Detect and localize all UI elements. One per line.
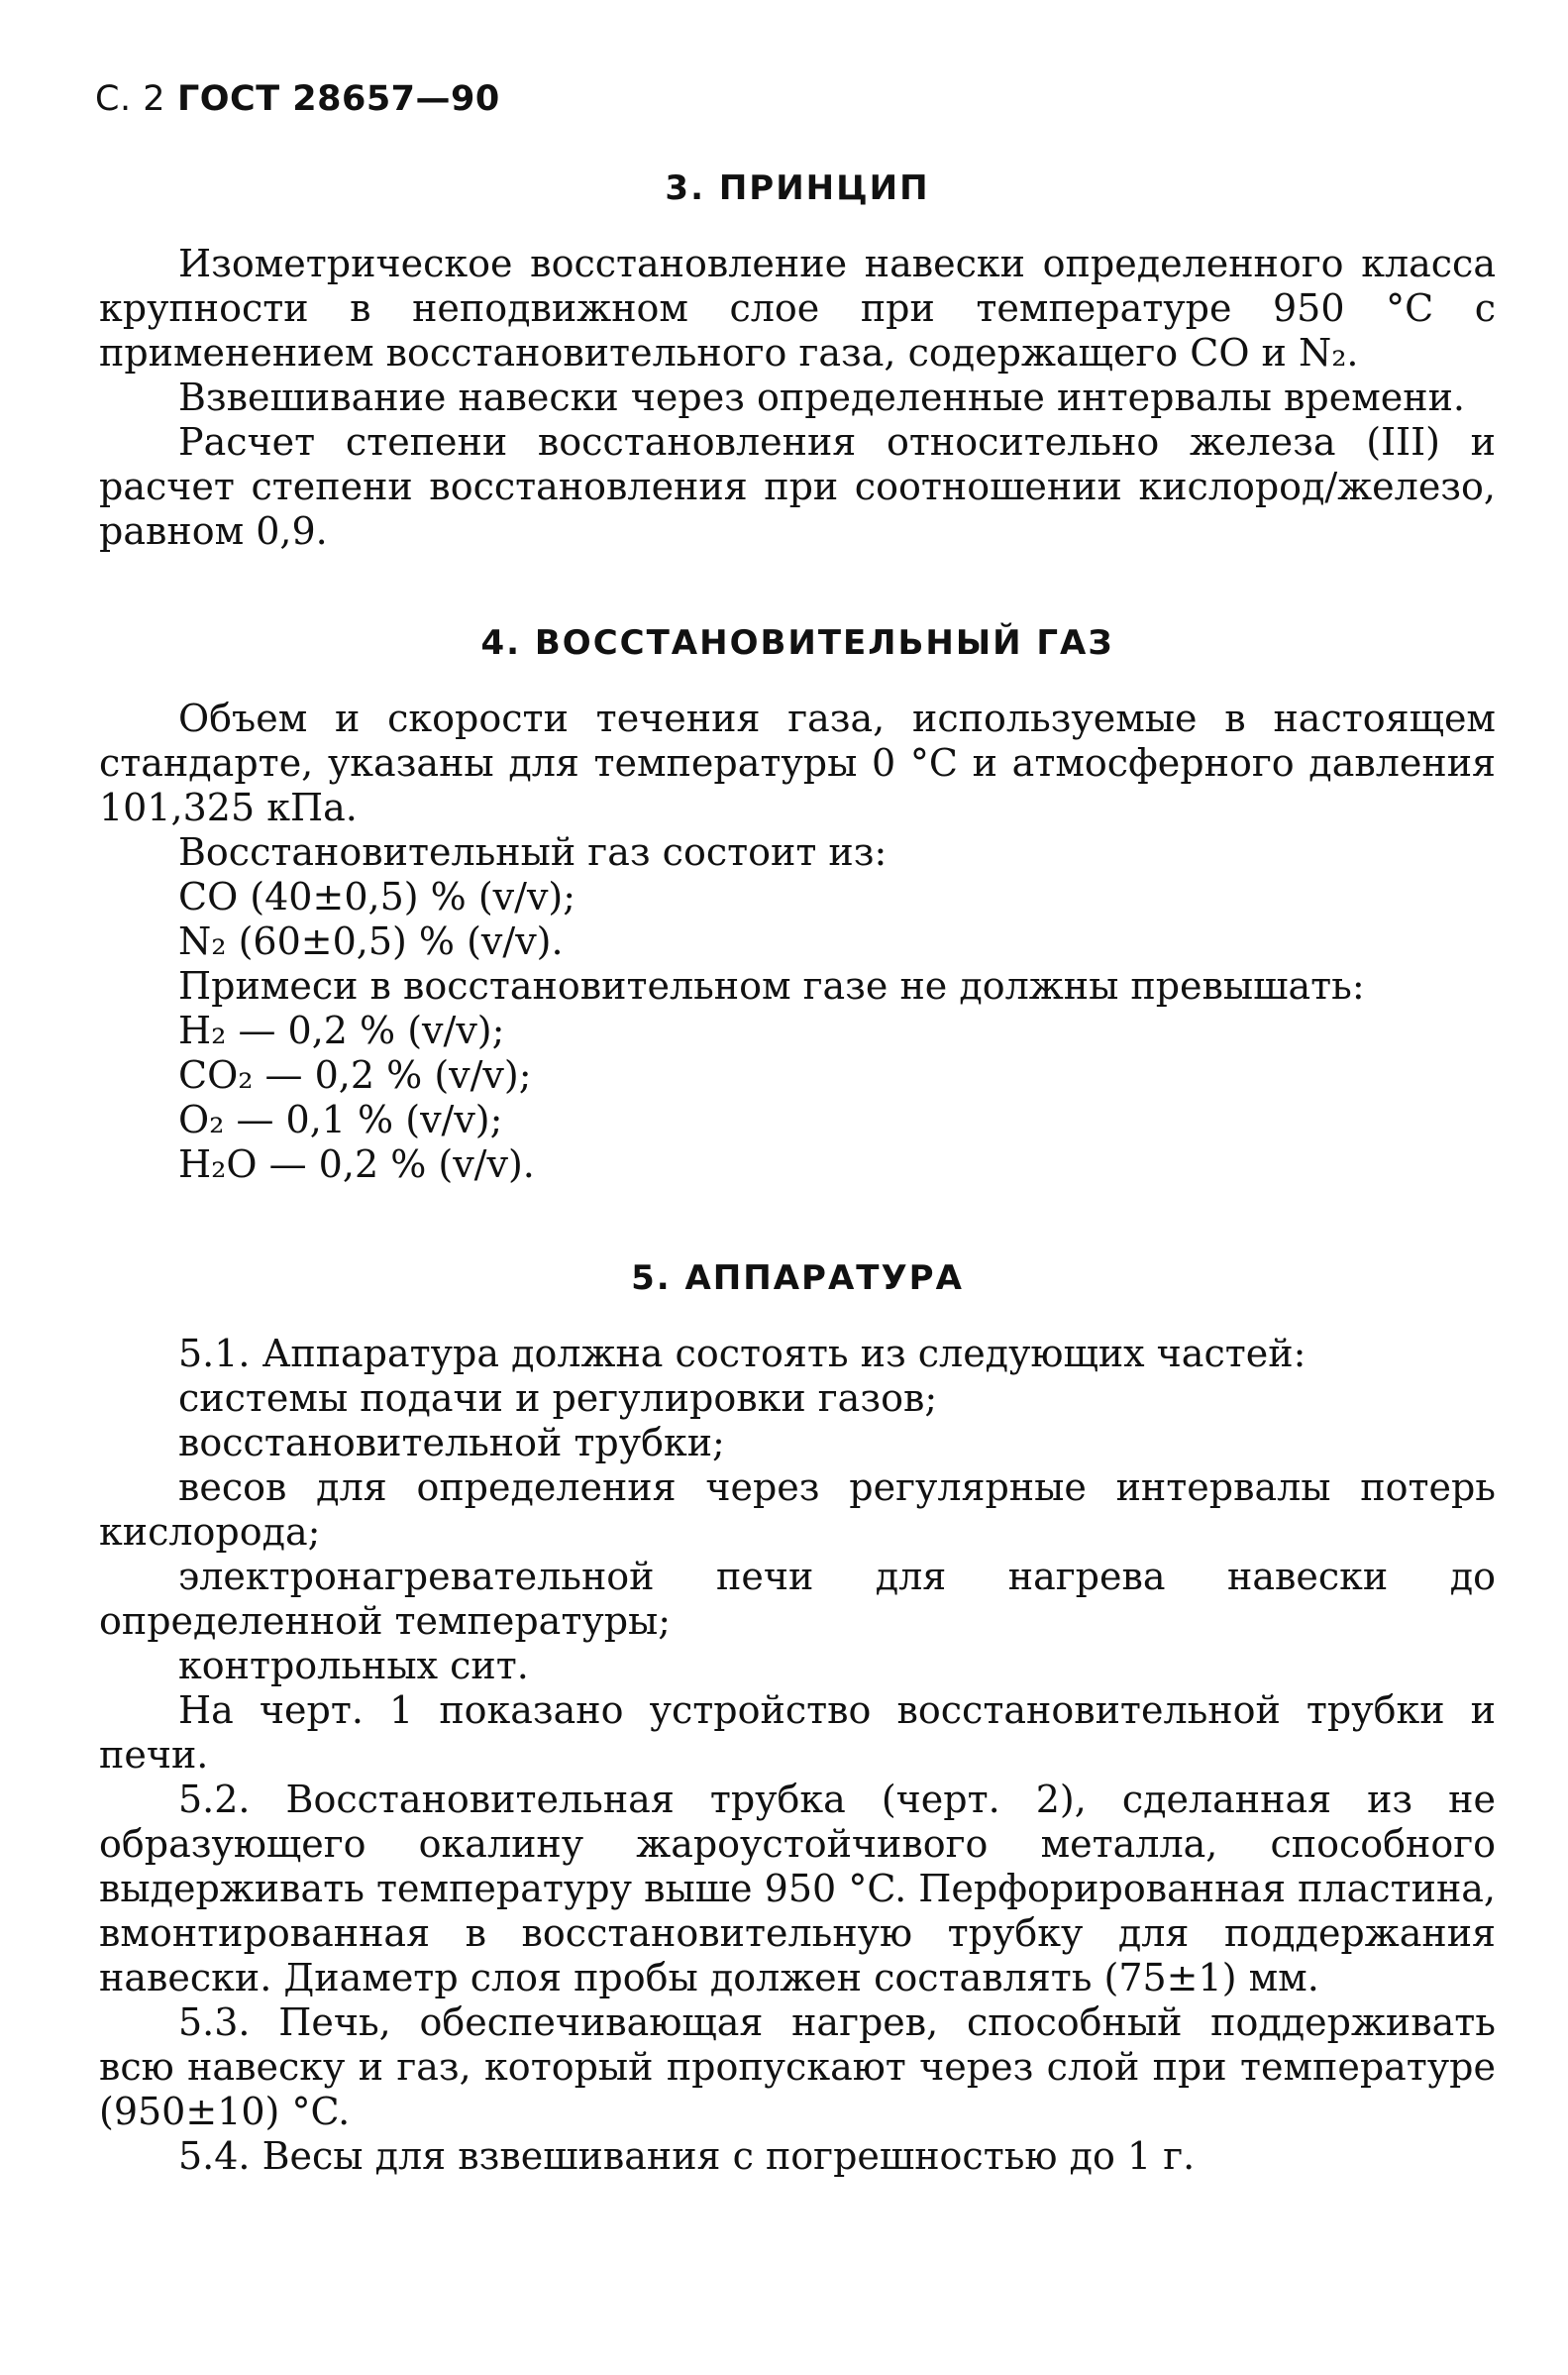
impurity-h2o: H₂O — 0,2 % (v/v).	[178, 1142, 535, 1186]
section-4-title: 4. ВОССТАНОВИТЕЛЬНЫЙ ГАЗ	[480, 623, 1114, 663]
section-4-intro: Объем и скорости течения газа, используемые в настоящем стандарте, указаны для температуры 0 °C и атмосферного давления 101,325 кПа.	[99, 697, 1496, 829]
impurity-h2: H₂ — 0,2 % (v/v);	[178, 1009, 505, 1052]
item-5-1-note: На черт. 1 показано устройство восстановительной трубки и печи.	[99, 1688, 1496, 1777]
apparatus-item-1: системы подачи и регулировки газов;	[178, 1376, 938, 1420]
item-5-3: 5.3. Печь, обеспечивающая нагрев, способный поддерживать всю навеску и газ, который пропускают через слой при температуре (950±10) °C.	[99, 2000, 1496, 2133]
impurity-co2: CO₂ — 0,2 % (v/v);	[178, 1053, 532, 1097]
item-5-2: 5.2. Восстановительная трубка (черт. 2), сделанная из не образующего окалину жароустойчивого металла, способного выдерживать температуру выше 950 °C. Перфорированная пластина, вмонтированная в восстановительную трубку для поддержания навески. Диаметр слоя пробы должен составлять (75±1) мм.	[99, 1778, 1496, 1999]
section-3-paragraph-3: Расчет степени восстановления относительно железа (III) и расчет степени восстановления при соотношении кислород/железо, равном 0,9.	[99, 420, 1496, 553]
composition-heading: Восстановительный газ состоит из:	[178, 830, 888, 874]
document-body	[99, 159, 1496, 2179]
running-head	[95, 79, 500, 119]
standard-number: ГОСТ 28657—90	[176, 79, 500, 119]
composition-co: CO (40±0,5) % (v/v);	[178, 875, 576, 918]
composition-n2: N₂ (60±0,5) % (v/v).	[178, 919, 564, 963]
impurities-heading: Примеси в восстановительном газе не должны превышать:	[178, 964, 1365, 1008]
gas-composition-block	[99, 830, 1496, 1187]
section-3-paragraph-1: Изометрическое восстановление навески определенного класса крупности в неподвижном слое при температуре 950 °C с применением восстановительного газа, содержащего CO и N₂.	[99, 242, 1496, 375]
apparatus-item-3: весов для определения через регулярные интервалы потерь кислорода;	[99, 1465, 1496, 1554]
apparatus-item-5: контрольных сит.	[178, 1644, 529, 1687]
section-5-title: 5. АППАРАТУРА	[631, 1258, 964, 1298]
section-3-title: 3. ПРИНЦИП	[665, 168, 930, 208]
section-3-paragraph-2: Взвешивание навески через определенные интервалы времени.	[178, 376, 1465, 419]
impurity-o2: O₂ — 0,1 % (v/v);	[178, 1098, 503, 1141]
page-number: С. 2	[95, 79, 165, 119]
item-5-1-intro: 5.1. Аппаратура должна состоять из следующих частей:	[178, 1332, 1307, 1375]
apparatus-item-2: восстановительной трубки;	[178, 1421, 725, 1464]
item-5-4: 5.4. Весы для взвешивания с погрешностью до 1 г.	[178, 2134, 1196, 2178]
apparatus-item-4: электронагревательной печи для нагрева навески до определенной температуры;	[99, 1555, 1496, 1643]
